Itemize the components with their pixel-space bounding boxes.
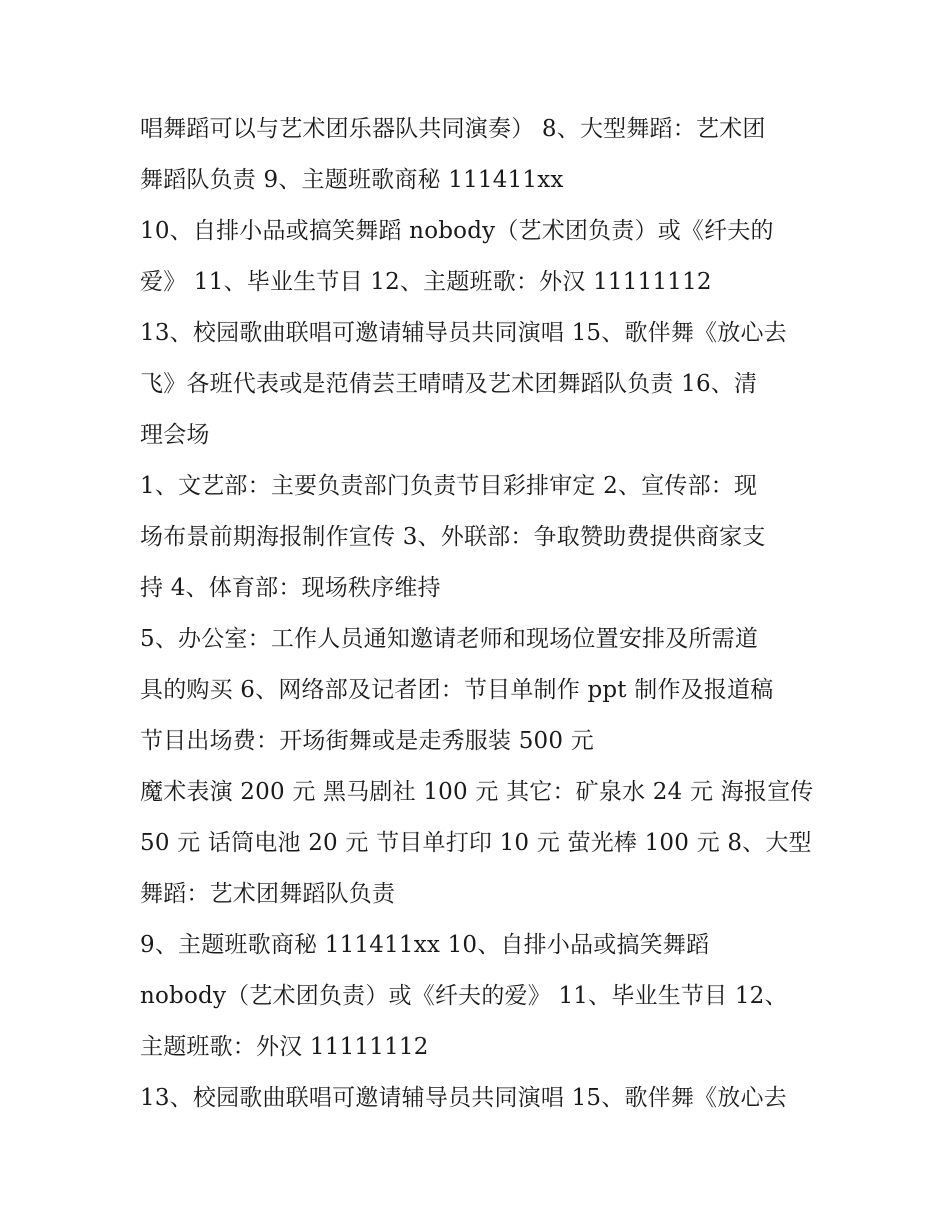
- text-line: nobody（艺术团负责）或《纤夫的爱》 11、毕业生节目 12、: [140, 983, 788, 1009]
- document-body: [140, 104, 840, 1124]
- text-line: 持 4、体育部：现场秩序维持: [140, 575, 441, 601]
- text-line: 理会场: [140, 422, 210, 448]
- text-line: 飞》各班代表或是范倩芸王晴晴及艺术团舞蹈队负责 16、清: [140, 371, 758, 397]
- text-line: 5、办公室：工作人员通知邀请老师和现场位置安排及所需道: [140, 626, 759, 652]
- text-line: 9、主题班歌商秘 111411xx 10、自排小品或搞笑舞蹈: [140, 932, 710, 958]
- text-line: 舞蹈：艺术团舞蹈队负责: [140, 881, 396, 907]
- text-line: 爱》 11、毕业生节目 12、主题班歌：外汉 11111112: [140, 269, 712, 295]
- text-line: 舞蹈队负责 9、主题班歌商秘 111411xx: [140, 167, 564, 193]
- text-line: 10、自排小品或搞笑舞蹈 nobody（艺术团负责）或《纤夫的: [140, 218, 774, 244]
- text-line: 50 元 话筒电池 20 元 节目单打印 10 元 萤光棒 100 元 8、大型: [140, 830, 812, 856]
- text-line: 魔术表演 200 元 黑马剧社 100 元 其它：矿泉水 24 元 海报宣传: [140, 779, 814, 805]
- text-line: 节目出场费：开场街舞或是走秀服装 500 元: [140, 728, 594, 754]
- text-line: 场布景前期海报制作宣传 3、外联部：争取赞助费提供商家支: [140, 524, 766, 550]
- text-line: 具的购买 6、网络部及记者团：节目单制作 ppt 制作及报道稿: [140, 677, 774, 703]
- text-line: 1、文艺部：主要负责部门负责节目彩排审定 2、宣传部：现: [140, 473, 758, 499]
- text-line: 唱舞蹈可以与艺术团乐器队共同演奏） 8、大型舞蹈：艺术团: [140, 116, 766, 142]
- text-line: 13、校园歌曲联唱可邀请辅导员共同演唱 15、歌伴舞《放心去: [140, 1085, 787, 1111]
- text-line: 主题班歌：外汉 11111112: [140, 1034, 429, 1060]
- text-line: 13、校园歌曲联唱可邀请辅导员共同演唱 15、歌伴舞《放心去: [140, 320, 787, 346]
